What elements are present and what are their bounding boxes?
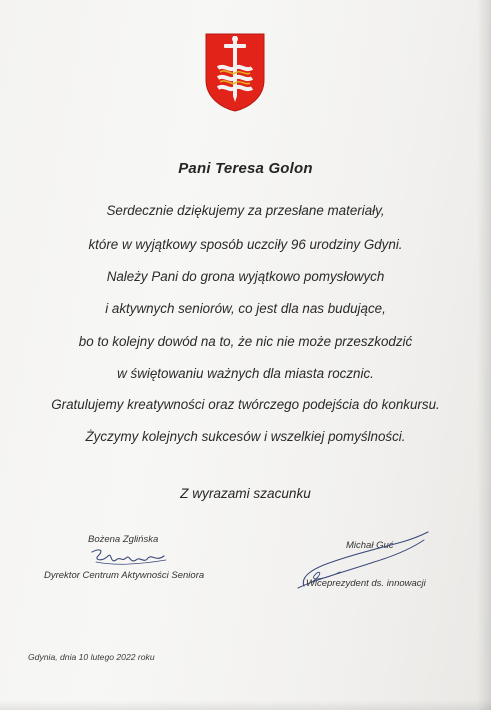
right-signatory-name: Michał Guć	[346, 540, 394, 551]
page-shadow	[0, 700, 491, 710]
left-handwritten-signature	[86, 542, 172, 572]
dateline: Gdynia, dnia 10 lutego 2022 roku	[28, 652, 155, 662]
body-line: w świętowaniu ważnych dla miasta rocznic.	[117, 366, 374, 381]
gdynia-coat-of-arms-icon	[204, 32, 266, 112]
body-line: Serdecznie dziękujemy za przesłane materiały,	[106, 203, 385, 218]
closing: Z wyrazami szacunku	[180, 486, 311, 501]
left-signatory-role: Dyrektor Centrum Aktywności Seniora	[44, 570, 205, 581]
right-signatory-role: Wiceprezydent ds. innowacji	[306, 578, 426, 589]
body-line: i aktywnych seniorów, co jest dla nas budujące,	[105, 301, 386, 316]
body-line: Gratulujemy kreatywności oraz twórczego podejścia do konkursu.	[51, 397, 440, 412]
body-line: które w wyjątkowy sposób uczciły 96 urodziny Gdyni.	[88, 237, 403, 252]
left-signatory-name: Bożena Zglińska	[88, 534, 159, 545]
body-line: Należy Pani do grona wyjątkowo pomysłowych	[106, 269, 385, 284]
page-shadow	[477, 0, 491, 710]
body-line: bo to kolejny dowód na to, że nic nie może przeszkodzić	[78, 334, 413, 349]
body-line: Życzymy kolejnych sukcesów i wszelkiej pomyślności.	[85, 429, 406, 444]
salutation: Pani Teresa Golon	[178, 160, 313, 177]
